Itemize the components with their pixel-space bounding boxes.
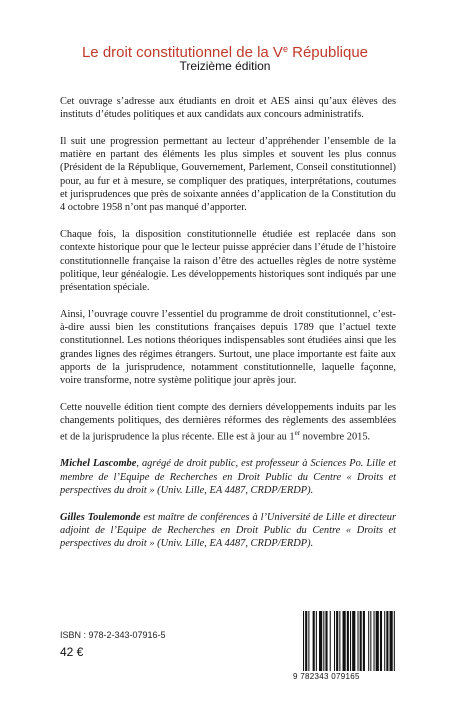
barcode-bar: [376, 611, 379, 671]
barcode-bar: [334, 611, 335, 671]
author-bio-toulemonde: [60, 511, 396, 551]
barcode-icon: [301, 611, 399, 671]
author-bio: est maître de conférences à l’Université de Lille et directeur adjoint de l’Equipe de Recherches en Droit Public du Centre « Droits et perspectives du droit » (Univ. Lille, EA 4487, CRDP/ERDP).: [60, 511, 396, 550]
paragraph-progression: Il suit une progression permettant au lecteur d’appréhender l’ensemble de la matière en partant des éléments les plus simples et souvent les plus connus (Président de la République, Gouvernement, Parlement, Conseil constitutionnel) pour, au fur et à mesure, se compliquer des pratiques, interprétations, coutumes et jurisprudences que près de soixante années d’application de la Constitution du 4 octobre 1958 n’ont pas manqué d’apporter.: [60, 135, 396, 214]
new-edition-sup: er: [294, 429, 301, 438]
new-edition-text: Cette nouvelle édition tient compte des derniers développements induits par les changements politiques, des dernières réformes des règlements des assemblées et de la jurisprudence la plus récente. Elle est à jour au 1: [60, 401, 396, 443]
new-edition-end: novembre 2015.: [300, 431, 371, 443]
title-main: Le droit constitutionnel de la V: [81, 44, 283, 61]
barcode-bar: [374, 611, 375, 671]
isbn-label: ISBN : 978-2-343-07916-5: [60, 630, 166, 640]
barcode-bar: [360, 611, 362, 671]
barcode-bar: [343, 611, 346, 671]
title-superscript: e: [282, 44, 288, 54]
barcode-bar: [363, 611, 365, 671]
author-name: Gilles Toulemonde: [60, 511, 141, 523]
title-end: République: [287, 44, 369, 61]
edition-subtitle: Treizième édition: [179, 59, 271, 73]
barcode-bar: [325, 611, 327, 671]
paragraph-history: Chaque fois, la disposition constitutionnelle étudiée est replacée dans son contexte historique pour que le lecteur puisse apprécier dans l’étude de l’histoire constitutionnelle française la raison d’être des actuelles règles de notre système politique, leur généalogie. Les développements historiques sont indiqués par une présentation spéciale.: [60, 228, 396, 294]
barcode-bar: [390, 611, 393, 671]
paragraph-intro: Cet ouvrage s’adresse aux étudiants en droit et AES ainsi qu’aux élèves des instituts d’études politiques et aux candidats aux concours administratifs.: [60, 96, 396, 121]
barcode-bar: [394, 611, 395, 671]
barcode-bar: [330, 611, 331, 671]
barcode-bar: [347, 611, 349, 671]
barcode-bar: [386, 611, 388, 671]
barcode-bar: [319, 611, 322, 671]
barcode-bar: [384, 611, 385, 671]
paragraph-coverage: Ainsi, l’ouvrage couvre l’essentiel du programme de droit constitutionnel, c’est-à-dire aussi bien les constitutions françaises depuis 1789 que l’actuel texte constitutionnel. Les notions théoriques indispensables sont étudiées ainsi que les grandes lignes des régimes étrangers. Surtout, une place importante est faite aux apports de la jurisprudence, notamment constitutionnelle, laquelle façonne, voire transforme, notre système politique jour après jour.: [60, 308, 396, 387]
barcode-bar: [316, 611, 317, 671]
barcode-bar: [350, 611, 351, 671]
author-bio-lascombe: [60, 457, 396, 497]
barcode-bar: [305, 611, 307, 671]
author-bio: , agrégé de droit public, est professeur à Sciences Po. Lille et membre de l’Equipe de Recherches en Droit Public du Centre « Droits et perspectives du droit » (Univ. Lille, EA 4487, CRDP/ERDP).: [60, 458, 396, 497]
barcode-bar: [313, 611, 315, 671]
barcode-bar: [352, 611, 355, 671]
paragraph-new-edition: [60, 401, 396, 444]
barcode-bar: [368, 611, 369, 671]
barcode-bar: [303, 611, 304, 671]
barcode-bar: [357, 611, 358, 671]
barcode-bar: [323, 611, 324, 671]
price-label: 42 €: [60, 645, 84, 659]
barcode-bar: [339, 611, 340, 671]
barcode-bar: [308, 611, 309, 671]
barcode-bar: [370, 611, 371, 671]
description-text: [60, 95, 396, 564]
barcode-bar: [380, 611, 382, 671]
barcode-bar: [336, 611, 338, 671]
barcode-digits: 9 782343 079165: [293, 672, 360, 681]
author-name: Michel Lascombe: [60, 458, 137, 470]
